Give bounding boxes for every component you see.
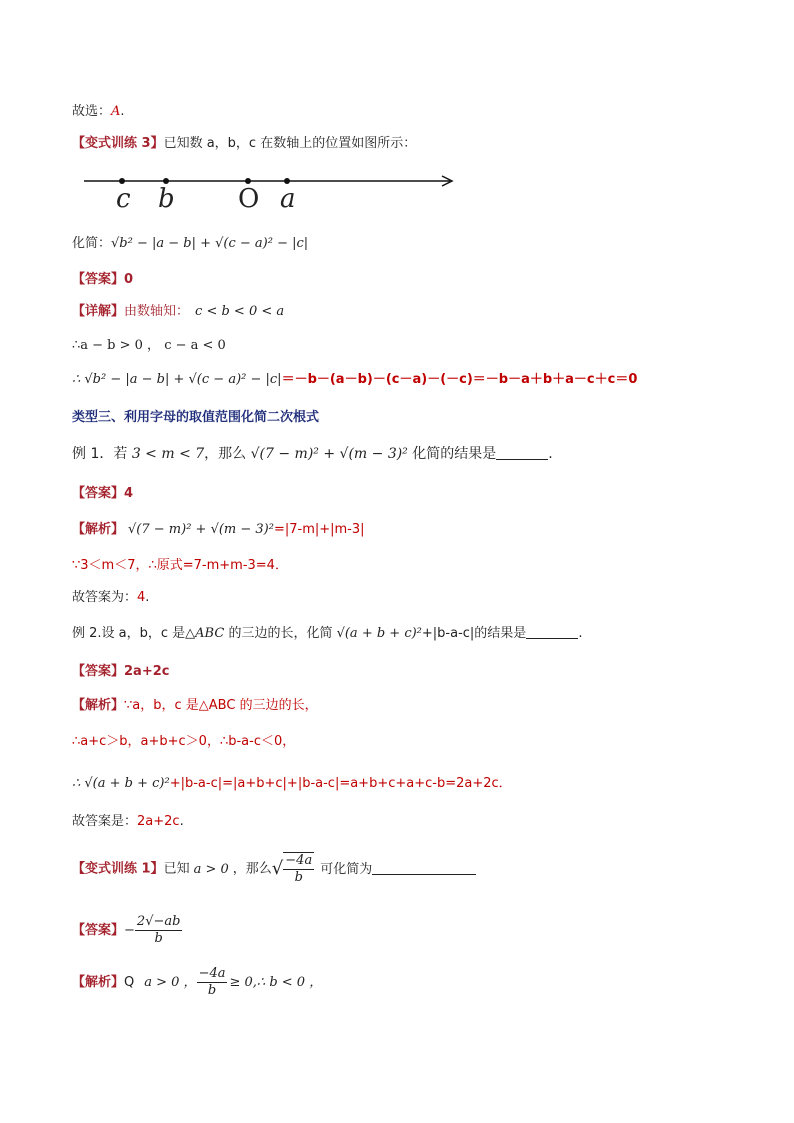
answer-4: 【答案】− $\frac{2√-ab}{b}$ <box>72 914 181 946</box>
answer-2: 【答案】4 <box>72 486 134 501</box>
section-title: 类型三、利用字母的取值范围化简二次根式 <box>72 410 320 425</box>
answer-blank <box>496 445 548 460</box>
analysis-3: 【解析】Q a > 0 ， $\frac{-4a}{b}$ ≥ 0,∴ b < 0 ， <box>72 966 323 998</box>
final-choice-line: 故选：A. <box>72 104 125 119</box>
simplify-line: 化简：√b² − |a − b| + √(c − a)² − |c| <box>72 236 309 251</box>
label-o: O <box>238 184 260 214</box>
number-line <box>80 166 470 216</box>
answer-blank-2 <box>526 624 578 639</box>
analysis-2-line-2: ∴a+c＞b，a+b+c＞0，∴b-a-c＜0， <box>72 734 296 749</box>
label-b: b <box>158 184 175 214</box>
detail-line-1: 【详解】由数轴知： c < b < 0 < a <box>72 304 285 319</box>
label-c: c <box>116 184 131 214</box>
detail-line-2: ∴a − b > 0 ， c − a < 0 <box>72 338 226 353</box>
example-2: 例 2.设 a，b，c 是△ABC 的三边的长，化简 √(a + b + c)²+|b-a-c|的结果是 . <box>72 626 583 641</box>
variant3-question: 【变式训练 3】已知数 a，b，c 在数轴上的位置如图所示： <box>72 136 417 151</box>
answer-1: 【答案】0 <box>72 272 134 287</box>
analysis-1-line-2: ∵3＜m＜7，∴原式=7-m+m-3=4． <box>72 558 288 573</box>
analysis-1-line-3: 故答案为：4. <box>72 590 150 605</box>
answer-3: 【答案】2a+2c <box>72 664 170 679</box>
variant1-question: 【变式训练 1】已知 a > 0 ，那么√ $\frac{-4a}{b}$ 可化简为 <box>72 852 476 887</box>
fraction-answer: $\frac{2√-ab}{b}$ <box>136 914 181 946</box>
detail-line-3: ∴ √b² − |a − b| + √(c − a)² − |c|＝－b－(a－b)－(c－a)－(－c)＝－b－a＋b＋a－c＋c＝0 <box>72 372 638 387</box>
analysis-2-line-3: ∴ √(a + b + c)²+|b-a-c|=|a+b+c|+|b-a-c|=a+b+c+a+c-b=2a+2c． <box>72 776 512 791</box>
label-a: a <box>280 184 296 214</box>
analysis-2-line-1: 【解析】∵a，b，c 是△ABC 的三边的长， <box>72 698 318 713</box>
fraction-1: $\frac{-4a}{b}$ <box>285 853 313 885</box>
analysis-1-line-1: 【解析】 √(7 − m)² + √(m − 3)²=|7-m|+|m-3| <box>72 522 365 537</box>
answer-blank-3 <box>372 860 476 875</box>
sqrt-sign: √ <box>271 858 284 879</box>
analysis-2-line-4: 故答案是：2a+2c. <box>72 814 184 829</box>
example-1: 例 1．若 3 < m < 7，那么 √(7 − m)² + √(m − 3)² 化简的结果是 . <box>72 446 553 462</box>
fraction-2: $\frac{-4a}{b}$ <box>198 966 226 998</box>
